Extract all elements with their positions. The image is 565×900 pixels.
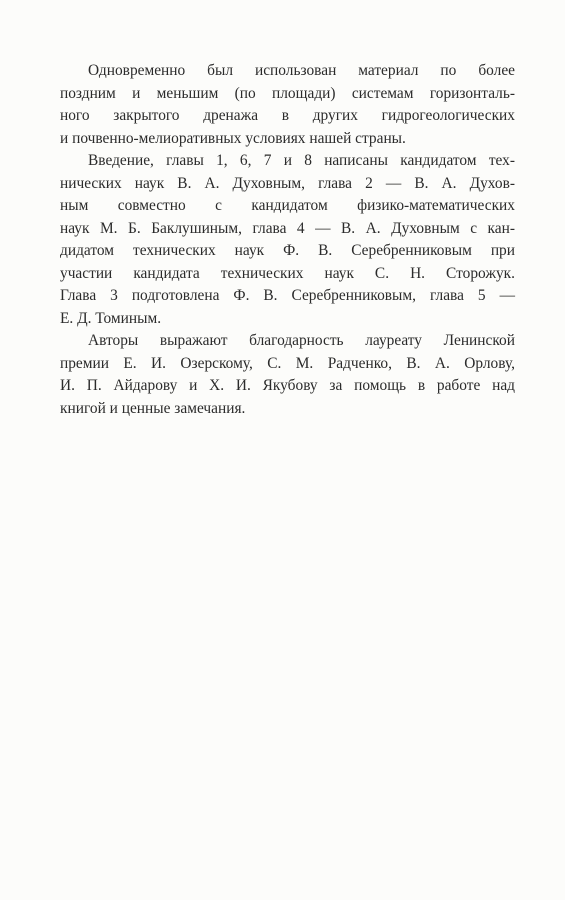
- paragraph-3: [60, 330, 515, 420]
- text-line: ным совместно с кандидатом физико-математических: [60, 197, 515, 214]
- text-line: ного закрытого дренажа в других гидрогеологических: [60, 107, 515, 124]
- paragraph-2: [60, 150, 515, 330]
- text-line: Глава 3 подготовлена Ф. В. Серебренниковым, глава 5 —: [60, 287, 515, 304]
- text-line: поздним и меньшим (по площади) системам горизонталь-: [60, 84, 515, 102]
- paragraph-1: [60, 60, 515, 150]
- text-line: книгой и ценные замечания.: [60, 399, 246, 417]
- text-line: Одновременно был использован материал по более: [88, 62, 515, 79]
- text-line: Авторы выражают благодарность лауреату Ленинской: [88, 332, 515, 349]
- text-line: И. П. Айдарову и Х. И. Якубову за помощь в работе над: [60, 377, 515, 394]
- text-line: Введение, главы 1, 6, 7 и 8 написаны кандидатом тех-: [88, 152, 515, 169]
- text-line: премии Е. И. Озерскому, С. М. Радченко, В. А. Орлову,: [60, 354, 515, 372]
- text-line: участии кандидата технических наук С. Н. Сторожук.: [60, 264, 515, 282]
- text-line: дидатом технических наук Ф. В. Серебренниковым при: [60, 242, 515, 259]
- text-line: наук М. Б. Баклушиным, глава 4 — В. А. Духовным с кан-: [60, 219, 515, 237]
- text-line: Е. Д. Томиным.: [60, 309, 162, 327]
- text-line: и почвенно-мелиоративных условиях нашей страны.: [60, 129, 406, 147]
- text-line: нических наук В. А. Духовным, глава 2 — В. А. Духов-: [60, 174, 515, 192]
- text-block: [60, 60, 515, 420]
